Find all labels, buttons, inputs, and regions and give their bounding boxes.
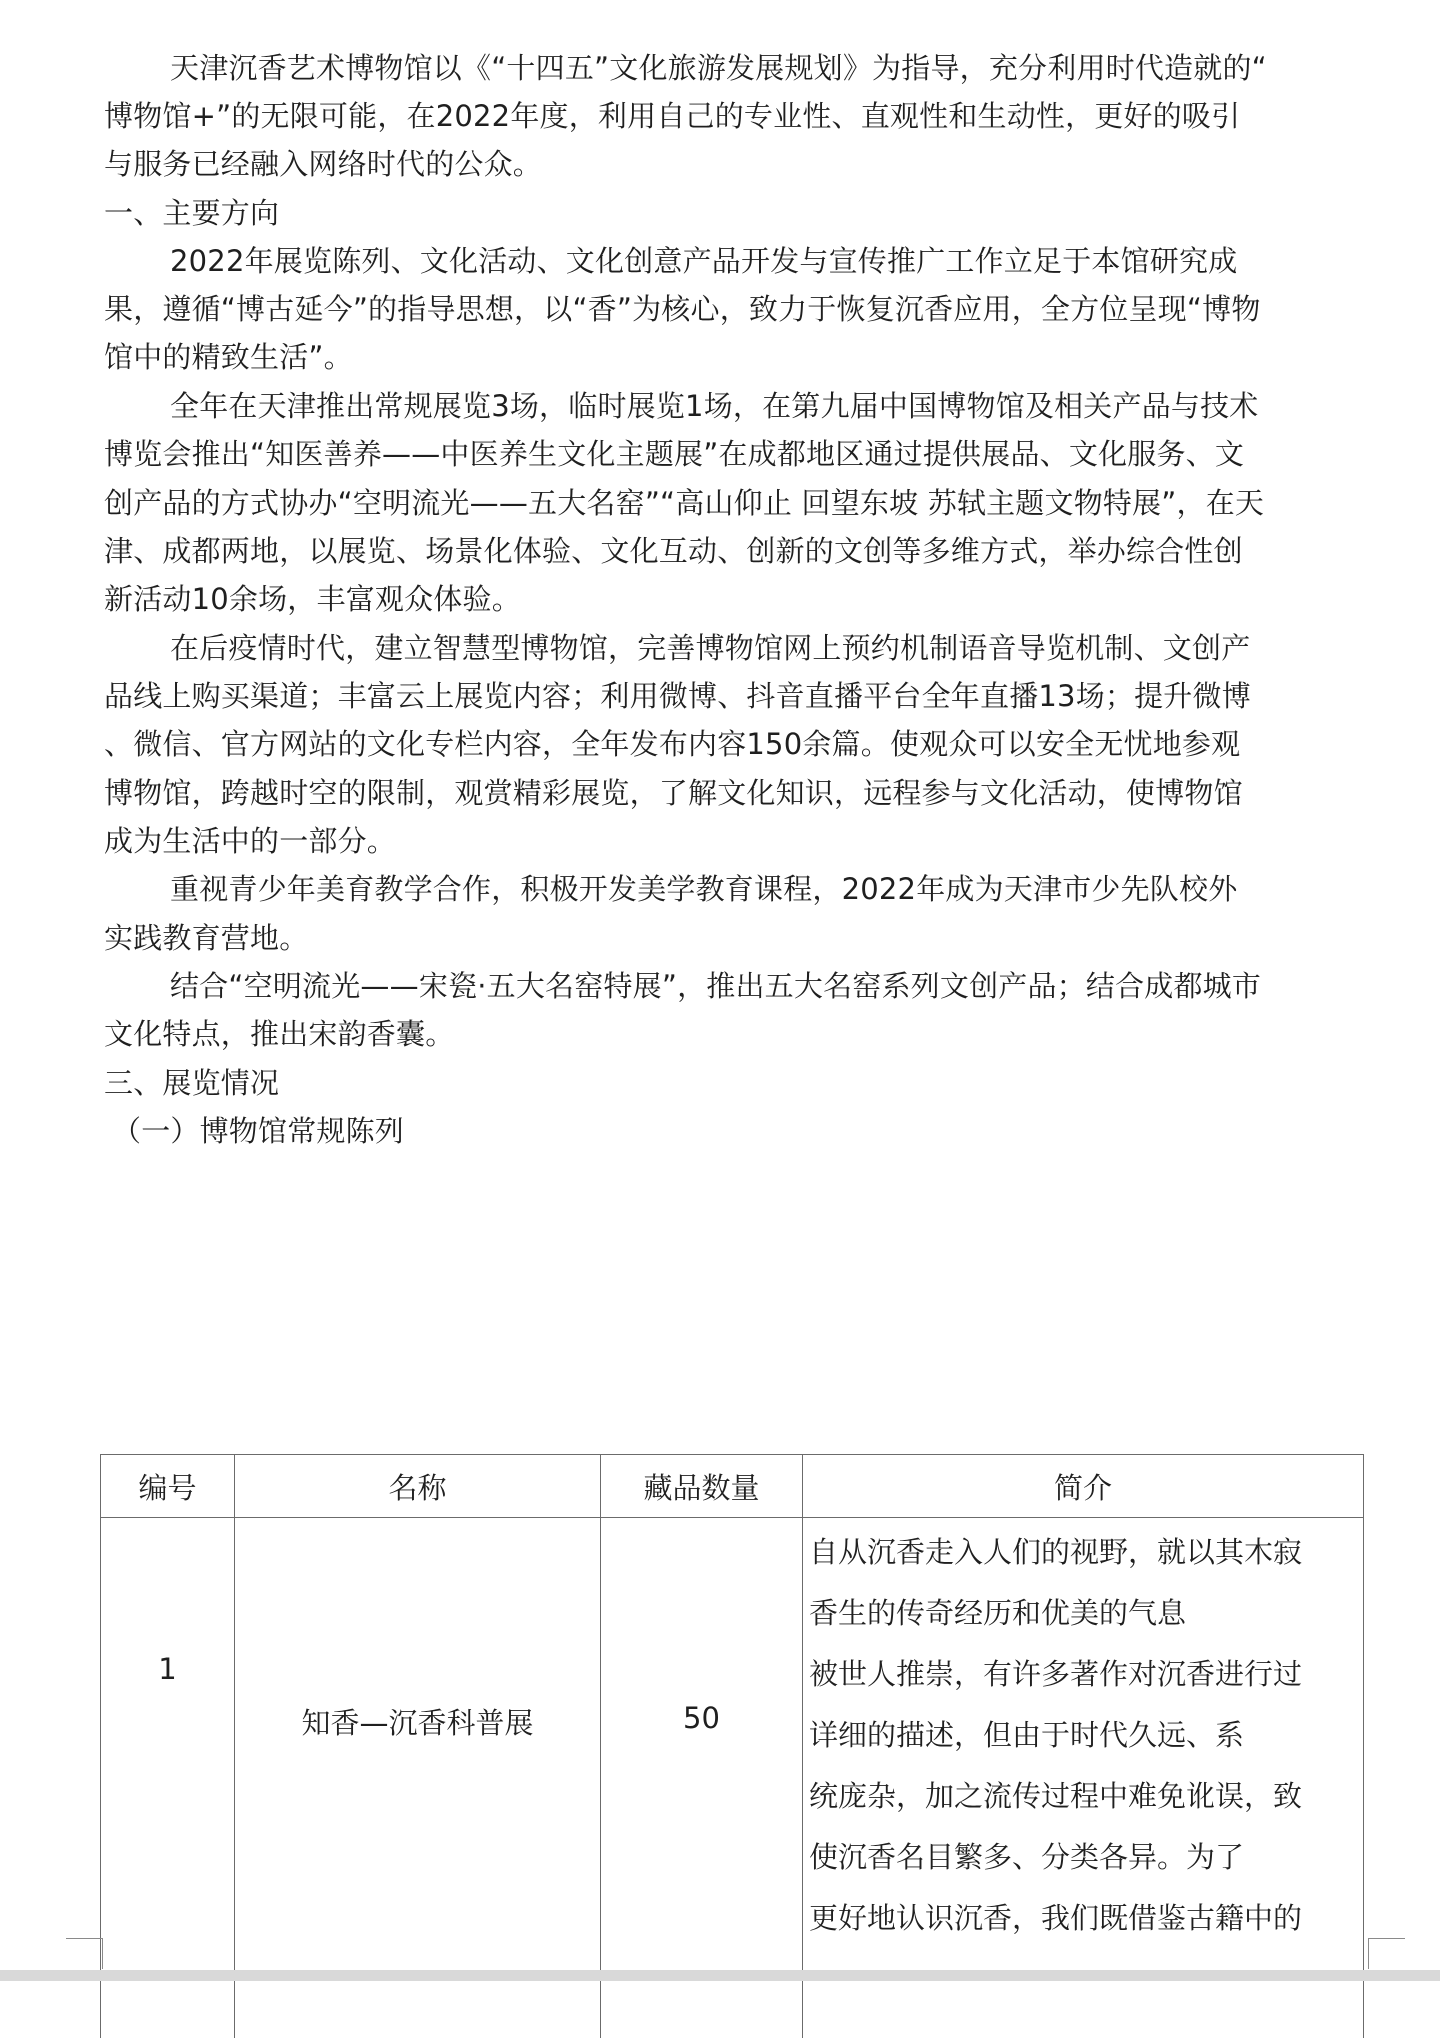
exhibitions-line-3: 创产品的方式协办“空明流光——五大名窑”“高山仰止 回望东坡 苏轼主题文物特展”，在天 bbox=[104, 483, 1264, 523]
cell-count bbox=[601, 1518, 803, 2038]
description-line: 统庞杂，加之流传过程中难免讹误，致 bbox=[803, 1766, 1363, 1827]
products-line-2: 文化特点，推出宋韵香囊。 bbox=[104, 1014, 454, 1054]
table-row bbox=[101, 1518, 1364, 2038]
exhibits-table bbox=[100, 1454, 1364, 2038]
intro-line-2: 博物馆+”的无限可能，在2022年度，利用自己的专业性、直观性和生动性，更好的吸引 bbox=[104, 96, 1240, 136]
exhibitions-line-4: 津、成都两地，以展览、场景化体验、文化互动、创新的文创等多维方式，举办综合性创 bbox=[104, 531, 1243, 571]
online-line-4: 博物馆，跨越时空的限制，观赏精彩展览，了解文化知识，远程参与文化活动，使博物馆 bbox=[104, 773, 1243, 813]
online-line-1: 在后疫情时代，建立智慧型博物馆，完善博物馆网上预约机制语音导览机制、文创产 bbox=[170, 628, 1250, 668]
online-line-5: 成为生活中的一部分。 bbox=[104, 821, 396, 861]
cell-no bbox=[101, 1518, 235, 2038]
description-line: 自从沉香走入人们的视野，就以其木寂 bbox=[803, 1522, 1363, 1583]
cell-description bbox=[803, 1518, 1364, 2038]
online-line-2: 品线上购买渠道；丰富云上展览内容；利用微博、抖音直播平台全年直播13场；提升微博 bbox=[104, 676, 1251, 716]
youth-line-1: 重视青少年美育教学合作，积极开发美学教育课程，2022年成为天津市少先队校外 bbox=[170, 869, 1237, 909]
table-header-row bbox=[101, 1455, 1364, 1518]
exhibitions-line-2: 博览会推出“知医善养——中医养生文化主题展”在成都地区通过提供展品、文化服务、文 bbox=[104, 434, 1244, 474]
row-number: 1 bbox=[101, 1652, 234, 1686]
header-description: 简介 bbox=[803, 1455, 1364, 1518]
page-gap-strip bbox=[0, 1970, 1440, 1981]
cell-name bbox=[235, 1518, 601, 2038]
page-corner-mark-right bbox=[1368, 1938, 1405, 1969]
exhibitions-line-1: 全年在天津推出常规展览3场，临时展览1场，在第九届中国博物馆及相关产品与技术 bbox=[170, 386, 1259, 426]
direction-line-2: 果，遵循“博古延今”的指导思想，以“香”为核心，致力于恢复沉香应用，全方位呈现“博物 bbox=[104, 289, 1261, 329]
exhibitions-line-5: 新活动10余场，丰富观众体验。 bbox=[104, 579, 521, 619]
section-heading-exhibitions: 三、展览情况 bbox=[104, 1063, 279, 1103]
direction-line-3: 馆中的精致生活”。 bbox=[104, 337, 353, 377]
exhibit-name: 知香—沉香科普展 bbox=[235, 1701, 600, 1742]
description-line: 被世人推崇，有许多著作对沉香进行过 bbox=[803, 1644, 1363, 1705]
page-corner-mark-left bbox=[66, 1938, 103, 1969]
header-count: 藏品数量 bbox=[601, 1455, 803, 1518]
description-line: 使沉香名目繁多、分类各异。为了 bbox=[803, 1827, 1363, 1888]
direction-line-1: 2022年展览陈列、文化活动、文化创意产品开发与宣传推广工作立足于本馆研究成 bbox=[170, 241, 1237, 281]
header-no: 编号 bbox=[101, 1455, 235, 1518]
intro-line-1: 天津沉香艺术博物馆以《“十四五”文化旅游发展规划》为指导，充分利用时代造就的“ bbox=[170, 48, 1267, 88]
section-heading-main-direction: 一、主要方向 bbox=[104, 193, 279, 233]
description-line: 更好地认识沉香，我们既借鉴古籍中的 bbox=[803, 1888, 1363, 1949]
products-line-1: 结合“空明流光——宋瓷·五大名窑特展”，推出五大名窑系列文创产品；结合成都城市 bbox=[170, 966, 1261, 1006]
collection-count: 50 bbox=[601, 1701, 802, 1735]
intro-line-3: 与服务已经融入网络时代的公众。 bbox=[104, 144, 542, 184]
subsection-heading-regular-exhibits: （一）博物馆常规陈列 bbox=[112, 1111, 404, 1151]
youth-line-2: 实践教育营地。 bbox=[104, 918, 308, 958]
online-line-3: 、微信、官方网站的文化专栏内容，全年发布内容150余篇。使观众可以安全无忧地参观 bbox=[104, 724, 1240, 764]
header-name: 名称 bbox=[235, 1455, 601, 1518]
description-line: 详细的描述，但由于时代久远、系 bbox=[803, 1705, 1363, 1766]
description-line: 香生的传奇经历和优美的气息 bbox=[803, 1583, 1363, 1644]
